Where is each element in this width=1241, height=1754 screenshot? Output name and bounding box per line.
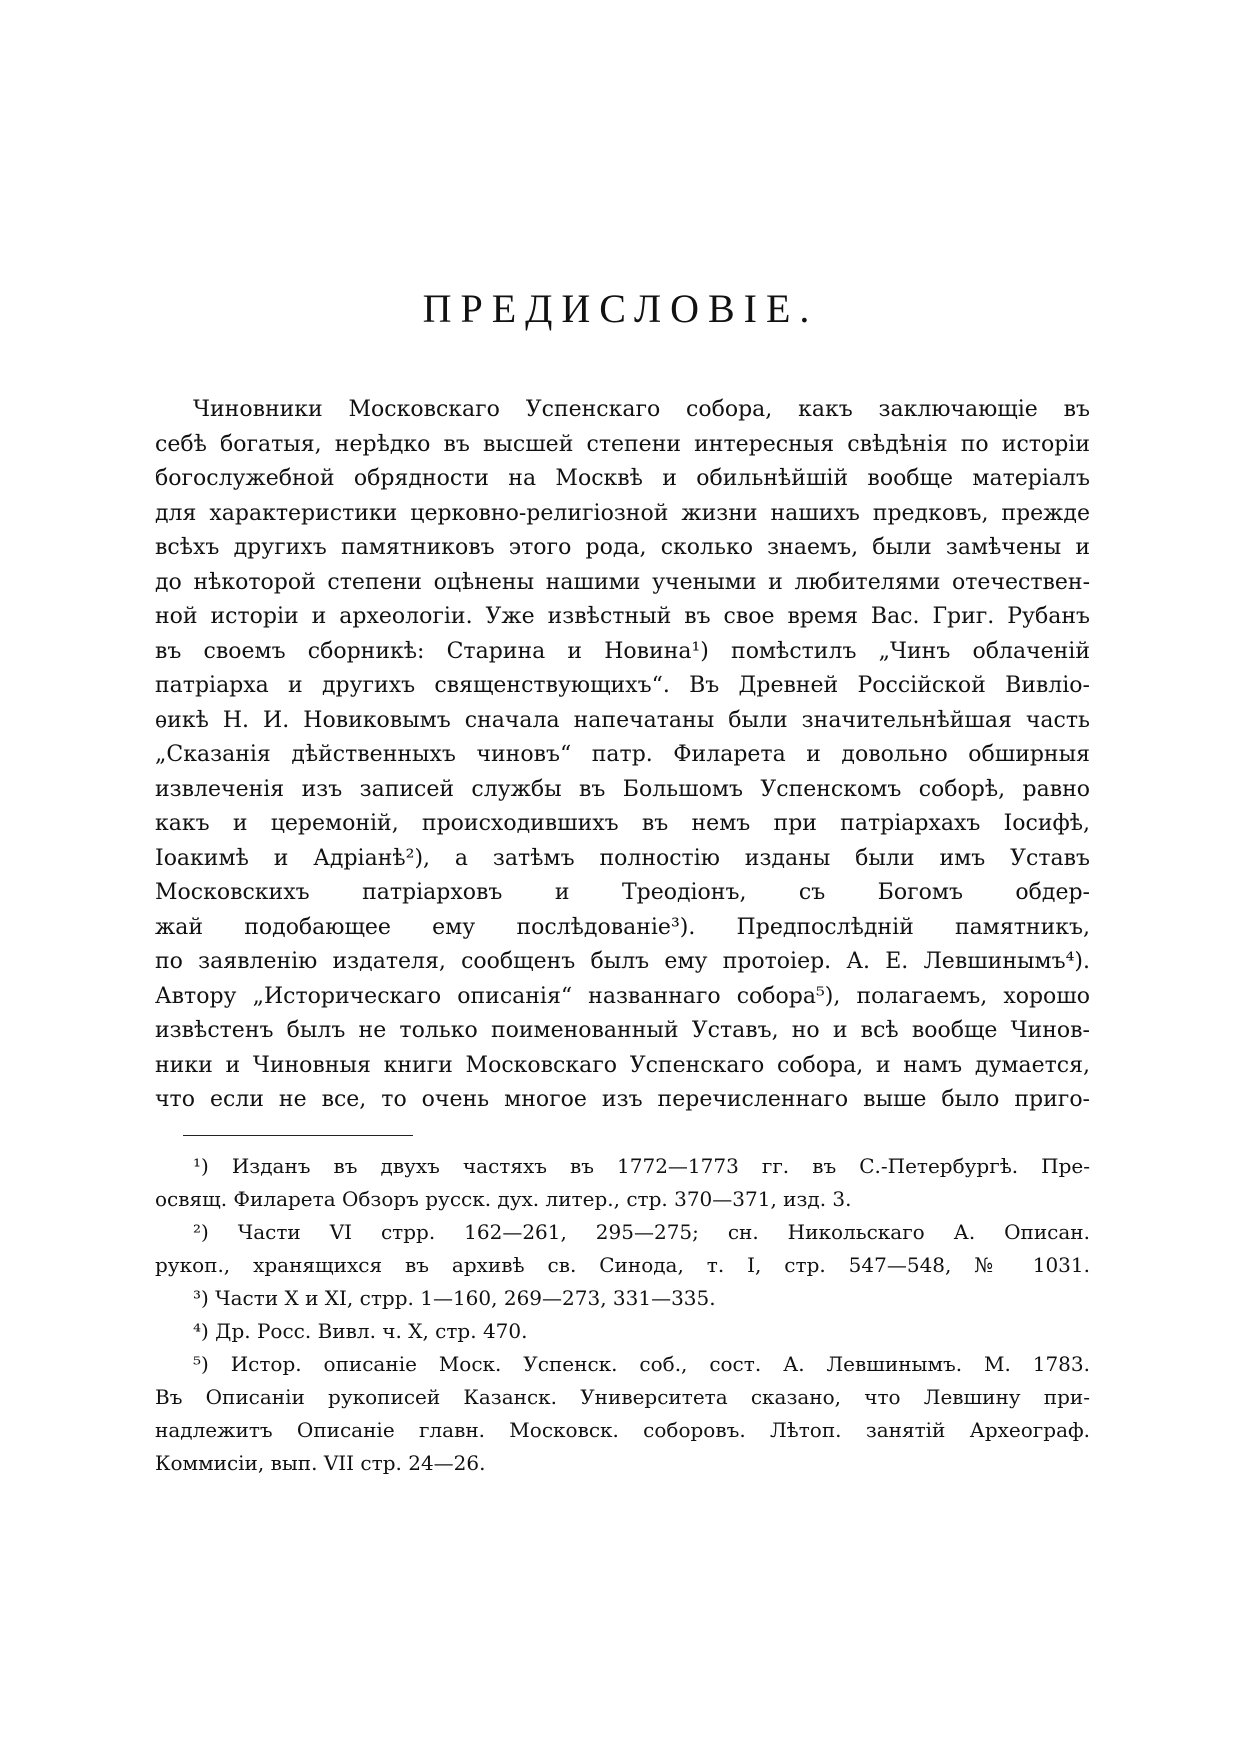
footnote-line: ³) Части X и XI, стрр. 1—160, 269—273, 331—335. xyxy=(193,1286,716,1310)
footnote-line: ⁴) Др. Росс. Вивл. ч. X, стр. 470. xyxy=(193,1319,528,1343)
footnote-line: рукоп., хранящихся въ архивѣ св. Синода, т. I, стр. 547—548, № 1031. xyxy=(155,1253,1090,1277)
body-line: что если не все, то очень многое изъ перечисленнаго выше было приго- xyxy=(155,1087,1090,1112)
body-line: въ своемъ сборникѣ: Старина и Новина¹) помѣстилъ „Чинъ облаченій xyxy=(155,638,1090,664)
body-line: Автору „Историческаго описанія“ названнаго собора⁵), полагаемъ, хорошо xyxy=(155,983,1090,1009)
body-line: для характеристики церковно-религіозной жизни нашихъ предковъ, прежде xyxy=(155,500,1090,526)
body-line: по заявленію издателя, сообщенъ былъ ему протоіер. А. Е. Левшинымъ⁴). xyxy=(155,949,1090,974)
preface-body xyxy=(155,393,1090,1118)
body-line: Чиновники Московскаго Успенскаго собора, какъ заключающіе въ xyxy=(193,397,1090,422)
body-line: всѣхъ другихъ памятниковъ этого рода, сколько знаемъ, были замѣчены и xyxy=(155,535,1090,560)
body-line: ѳикѣ Н. И. Новиковымъ сначала напечатаны были значительнѣйшая часть xyxy=(155,707,1090,733)
body-line: себѣ богатыя, нерѣдко въ высшей степени интересныя свѣдѣнія по исторіи xyxy=(155,431,1090,457)
footnote-line: ²) Части VI стрр. 162—261, 295—275; сн. Никольскаго А. Описан. xyxy=(193,1220,1090,1244)
footnote-line: Въ Описаніи рукописей Казанск. Университета сказано, что Левшину при- xyxy=(155,1385,1090,1409)
footnote-line: надлежитъ Описаніе главн. Московск. соборовъ. Лѣтоп. занятій Археограф. xyxy=(155,1418,1090,1442)
body-line: богослужебной обрядности на Москвѣ и обильнѣйшій вообще матеріалъ xyxy=(155,466,1090,491)
footnote-line: освящ. Филарета Обзоръ русск. дух. литер., стр. 370—371, изд. 3. xyxy=(155,1187,852,1211)
footnote-line: ⁵) Истор. описаніе Моск. Успенск. соб., сост. А. Левшинымъ. М. 1783. xyxy=(193,1352,1090,1376)
footnote-separator xyxy=(183,1135,413,1136)
body-line: до нѣкоторой степени оцѣнены нашими учеными и любителями отечествен- xyxy=(155,569,1090,595)
page-title: ПРЕДИСЛОВІЕ. xyxy=(422,286,819,331)
body-line: извѣстенъ былъ не только поименованный Уставъ, но и всѣ вообще Чинов- xyxy=(155,1018,1090,1043)
body-line: извлеченія изъ записей службы въ Большомъ Успенскомъ соборѣ, равно xyxy=(155,776,1090,802)
body-line: Московскихъ патріарховъ и Треодіонъ, съ Богомъ обдер- xyxy=(155,880,1090,905)
body-line: Іоакимѣ и Адріанѣ²), а затѣмъ полностію изданы были имъ Уставъ xyxy=(155,845,1090,871)
body-line: патріарха и другихъ священствующихъ“. Въ Древней Россійской Вивліо- xyxy=(155,673,1090,698)
footnote-line: Коммисіи, вып. VII стр. 24—26. xyxy=(155,1451,486,1475)
body-line: какъ и церемоній, происходившихъ въ немъ при патріархахъ Іосифѣ, xyxy=(155,811,1090,836)
footnote-line: ¹) Изданъ въ двухъ частяхъ въ 1772—1773 гг. въ С.-Петербургѣ. Пре- xyxy=(193,1154,1090,1178)
body-line: ники и Чиновныя книги Московскаго Успенскаго собора, и намъ думается, xyxy=(155,1052,1090,1078)
body-line: жай подобающее ему послѣдованіе³). Предпослѣдній памятникъ, xyxy=(155,914,1090,940)
footnotes xyxy=(155,1150,1090,1480)
body-line: „Сказанія дѣйственныхъ чиновъ“ патр. Филарета и довольно обширныя xyxy=(155,742,1090,767)
body-line: ной исторіи и археологіи. Уже извѣстный въ свое время Вас. Григ. Рубанъ xyxy=(155,604,1090,629)
